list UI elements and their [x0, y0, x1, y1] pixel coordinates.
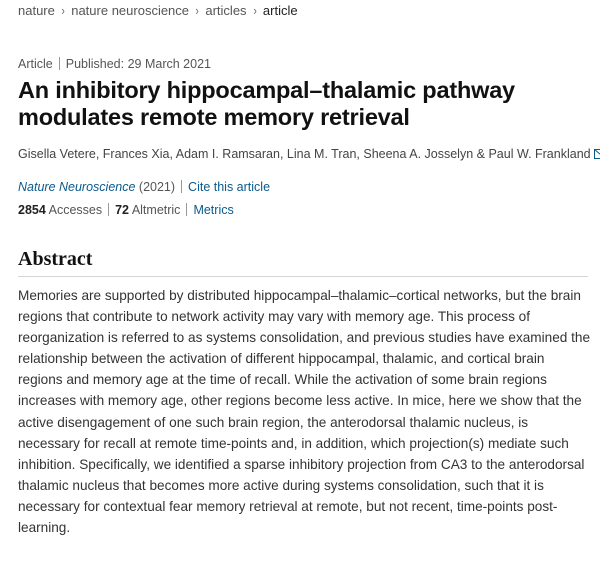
breadcrumb: [18, 3, 298, 18]
section-divider: [18, 276, 588, 277]
journal-name[interactable]: Nature Neuroscience: [18, 180, 136, 194]
metrics-link[interactable]: Metrics: [193, 203, 234, 217]
abstract-text: Memories are supported by distributed hippocampal–thalamic–cortical networks, but the brain regions that contribute to network activity may vary with memory age. This process of reorganization is referred to as systems consolidation, and previous studies have examined the relationship between the activation of different hippocampal, thalamic, and cortical brain regions and memory age at the time of recall. While the activation of some brain regions increases with memory age, other regions become less active. In mice, here we show that the active disengagement of one such brain region, the anterodorsal thalamic nucleus, is necessary for recall at remote time-points and, in addition, which projection(s) mediate such inhibition. Specifically, we identified a sparse inhibitory projection from CA3 to the anterodorsal thalamic nucleus that becomes more active during systems consolidation, such that it is necessary for contextual fear memory retrieval at remote, but not recent, time-points post-learning.: [18, 288, 591, 536]
journal-year: (2021): [138, 180, 176, 194]
altmetric-count: 72: [115, 203, 130, 217]
divider: [181, 180, 182, 193]
author-conjunction: &: [476, 147, 485, 161]
mail-icon[interactable]: [594, 149, 600, 159]
breadcrumb-nature[interactable]: nature: [18, 3, 55, 18]
author-link[interactable]: Frances Xia: [102, 147, 170, 161]
article-metrics: [18, 203, 234, 217]
divider: [59, 57, 60, 70]
article-title: An inhibitory hippocampal–thalamic pathway modulates remote memory retrieval: [18, 77, 515, 130]
chevron-right-icon: ›: [252, 3, 257, 18]
accesses-label: Accesses: [48, 203, 103, 217]
abstract-heading: Abstract: [18, 248, 93, 270]
accesses-count: 2854: [18, 203, 46, 217]
author-link[interactable]: Paul W. Frankland: [488, 147, 591, 161]
divider: [186, 203, 187, 216]
author-link[interactable]: Sheena A. Josselyn: [363, 147, 474, 161]
chevron-right-icon: ›: [195, 3, 199, 18]
article-type: Article: [18, 57, 53, 71]
author-link[interactable]: Lina M. Tran: [286, 147, 357, 161]
author-link[interactable]: Adam I. Ramsaran: [175, 147, 280, 161]
divider: [108, 203, 109, 216]
author-link[interactable]: Gisella Vetere: [18, 147, 96, 161]
article-meta: [18, 57, 211, 71]
cite-article-link[interactable]: Cite this article: [188, 180, 271, 194]
chevron-right-icon: ›: [61, 3, 65, 18]
published-date: Published: 29 March 2021: [65, 57, 211, 71]
journal-info: [18, 180, 270, 194]
altmetric-label: Altmetric: [131, 203, 181, 217]
breadcrumb-articles[interactable]: articles: [205, 3, 247, 18]
breadcrumb-nature-neuroscience[interactable]: nature neuroscience: [71, 3, 190, 18]
author-list: Gisella Vetere, Frances Xia, Adam I. Ramsaran, Lina M. Tran, Sheena A. Josselyn & Paul W. Frankland: [18, 147, 588, 161]
breadcrumb-article: article: [262, 3, 298, 18]
